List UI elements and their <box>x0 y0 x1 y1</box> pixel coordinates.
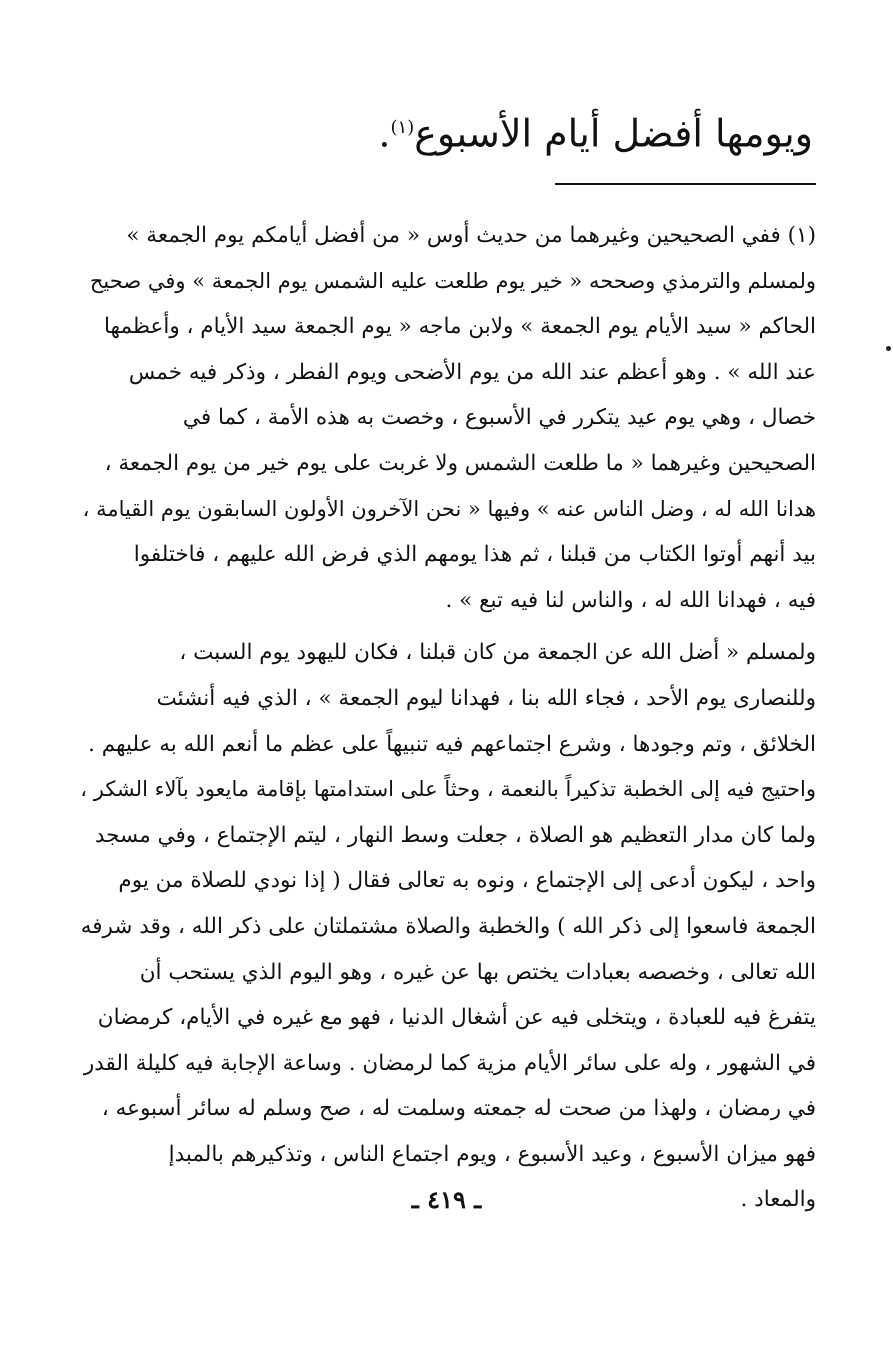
heading-end: . <box>378 111 391 156</box>
text-line: ولمسلم « أضل الله عن الجمعة من كان قبلنا ، فكان لليهود يوم السبت ، <box>179 640 816 666</box>
text-line: وللنصارى يوم الأحد ، فجاء الله بنا ، فهدانا ليوم الجمعة » ، الذي فيه أنشئت <box>156 685 816 711</box>
footnote-section <box>78 213 816 1223</box>
text-line: والمعاد . <box>740 1187 816 1213</box>
text-line: فيه ، فهدانا الله له ، والناس لنا فيه تبع » . <box>445 587 816 613</box>
text-line: ولمسلم والترمذي وصححه « خير يوم طلعت عليه الشمس يوم الجمعة » وفي صحيح <box>89 268 816 293</box>
page-heading <box>53 98 813 164</box>
page-number: ـ ٤١٩ ـ <box>411 1185 482 1214</box>
text-line: الجمعة فاسعوا إلى ذكر الله ) والخطبة والصلاة مشتملتان على ذكر الله ، وقد شرفه <box>80 913 816 939</box>
paragraph-gap <box>78 623 816 630</box>
text-line: الحاكم « سيد الأيام يوم الجمعة » ولابن ماجه « يوم الجمعة سيد الأيام ، وأعظمها <box>103 314 816 340</box>
text-line: واحد ، ليكون أدعى إلى الإجتماع ، ونوه به تعالى فقال ( إذا نودي للصلاة من يوم <box>118 868 816 894</box>
text-line: خصال ، وهي يوم عيد يتكرر في الأسبوع ، وخصت به هذه الأمة ، كما في <box>182 405 816 431</box>
text-line: في رمضان ، ولهذا من صحت له جمعته وسلمت له ، صح وسلم له سائر أسبوعه ، <box>101 1096 816 1122</box>
text-line: هدانا الله له ، وضل الناس عنه » وفيها « نحن الآخرون الأولون السابقون يوم القيامة ، <box>82 496 816 521</box>
text-line: فهو ميزان الأسبوع ، وعيد الأسبوع ، ويوم اجتماع الناس ، وتذكيرهم بالمبدإ <box>168 1141 816 1167</box>
text-line: ولما كان مدار التعظيم هو الصلاة ، جعلت وسط النهار ، ليتم الإجتماع ، وفي مسجد <box>94 822 816 848</box>
margin-speck <box>886 346 891 351</box>
text-line: في الشهور ، وله على سائر الأيام مزية كما لرمضان . وساعة الإجابة فيه كليلة القدر <box>83 1050 816 1076</box>
text-line: الصحيحين وغيرهما « ما طلعت الشمس ولا غربت على يوم خير من يوم الجمعة ، <box>104 450 816 476</box>
footnote-separator <box>555 183 816 185</box>
text-line: يتفرغ فيه للعبادة ، ويتخلى فيه عن أشغال الدنيا ، فهو مع غيره في الأيام، كرمضان <box>97 1005 816 1031</box>
footnote-reference: (١) <box>390 117 415 138</box>
footnote-paragraph-1 <box>78 213 816 623</box>
footnote-paragraph-2 <box>78 630 816 1223</box>
text-line: واحتيج فيه إلى الخطبة تذكيراً بالنعمة ، وحثاً على استدامتها بإقامة مايعود بآلاء الشكر ، <box>80 777 816 802</box>
heading-text: ويومها أفضل أيام الأسبوع <box>414 111 813 156</box>
text-line: عند الله » . وهو أعظم عند الله من يوم الأضحى ويوم الفطر ، وذكر فيه خمس <box>128 359 816 385</box>
text-line: بيد أنهم أوتوا الكتاب من قبلنا ، ثم هذا يومهم الذي فرض الله عليهم ، فاختلفوا <box>133 542 816 568</box>
text-line: الخلائق ، وتم وجودها ، وشرع اجتماعهم فيه تنبيهاً على عظم ما أنعم الله به عليهم . <box>88 731 816 757</box>
text-line: الله تعالى ، وخصصه بعبادات يختص بها عن غيره ، وهو اليوم الذي يستحب أن <box>139 959 816 985</box>
text-line: (١) ففي الصحيحين وغيرهما من حديث أوس « من أفضل أيامكم يوم الجمعة » <box>126 223 816 248</box>
